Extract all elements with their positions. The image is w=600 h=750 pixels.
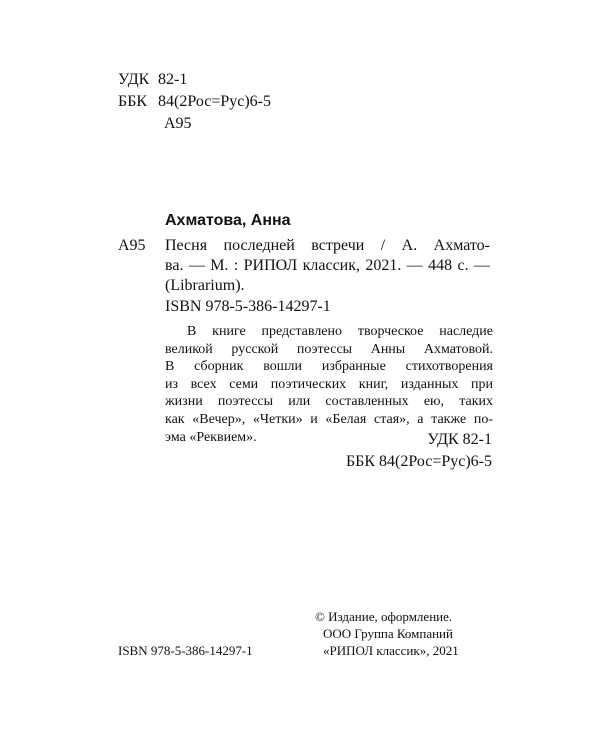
copyright-notice	[315, 608, 459, 659]
annotation	[165, 323, 493, 446]
copyright-line: © Издание, оформление.	[315, 609, 453, 624]
bbk-right: ББК 84(2Рос=Рус)6-5	[345, 453, 492, 470]
cutter-code: А95	[118, 237, 146, 254]
annotation-line: из всех семи поэтических книг, изданных при	[165, 376, 493, 392]
bbk-line	[118, 91, 271, 113]
title-line: Песня последней встречи / А. Ахмато-	[165, 237, 490, 254]
title-line: ва. — М. : РИПОЛ классик, 2021. — 448 с. —	[165, 257, 490, 274]
cutter-line	[118, 113, 271, 135]
bbk-value: 84(2Рос=Рус)6-5	[158, 93, 272, 110]
annotation-line: В сборник вошли избранные стихотворения	[165, 359, 493, 375]
cutter-code-top: А95	[164, 115, 192, 132]
title-line: (Librarium).	[165, 277, 245, 294]
author-heading: Ахматова, Анна	[165, 212, 291, 229]
isbn-footer: ISBN 978-5-386-14297-1	[118, 643, 253, 658]
annotation-line: жизни поэтессы или составленных ею, таких	[165, 394, 493, 410]
udk-line	[118, 69, 271, 91]
bbk-label: ББК	[118, 93, 148, 110]
bibliographic-description	[165, 236, 490, 296]
copyright-line: «РИПОЛ классик», 2021	[323, 643, 459, 658]
annotation-line: В книге представлено творческое наследие	[187, 324, 493, 339]
classification-block	[118, 69, 271, 135]
index-codes-right	[346, 429, 492, 473]
annotation-line: великой русской поэтессы Анны Ахматовой.	[165, 341, 493, 357]
udk-right: УДК 82-1	[427, 431, 492, 448]
isbn-main: ISBN 978-5-386-14297-1	[165, 298, 331, 315]
udk-label: УДК	[118, 71, 150, 88]
copyright-line: ООО Группа Компаний	[323, 626, 453, 641]
annotation-line: эма «Реквием».	[165, 429, 257, 445]
udk-value: 82-1	[158, 71, 188, 88]
annotation-line: как «Вечер», «Четки» и «Белая стая», а также по-	[165, 411, 493, 427]
